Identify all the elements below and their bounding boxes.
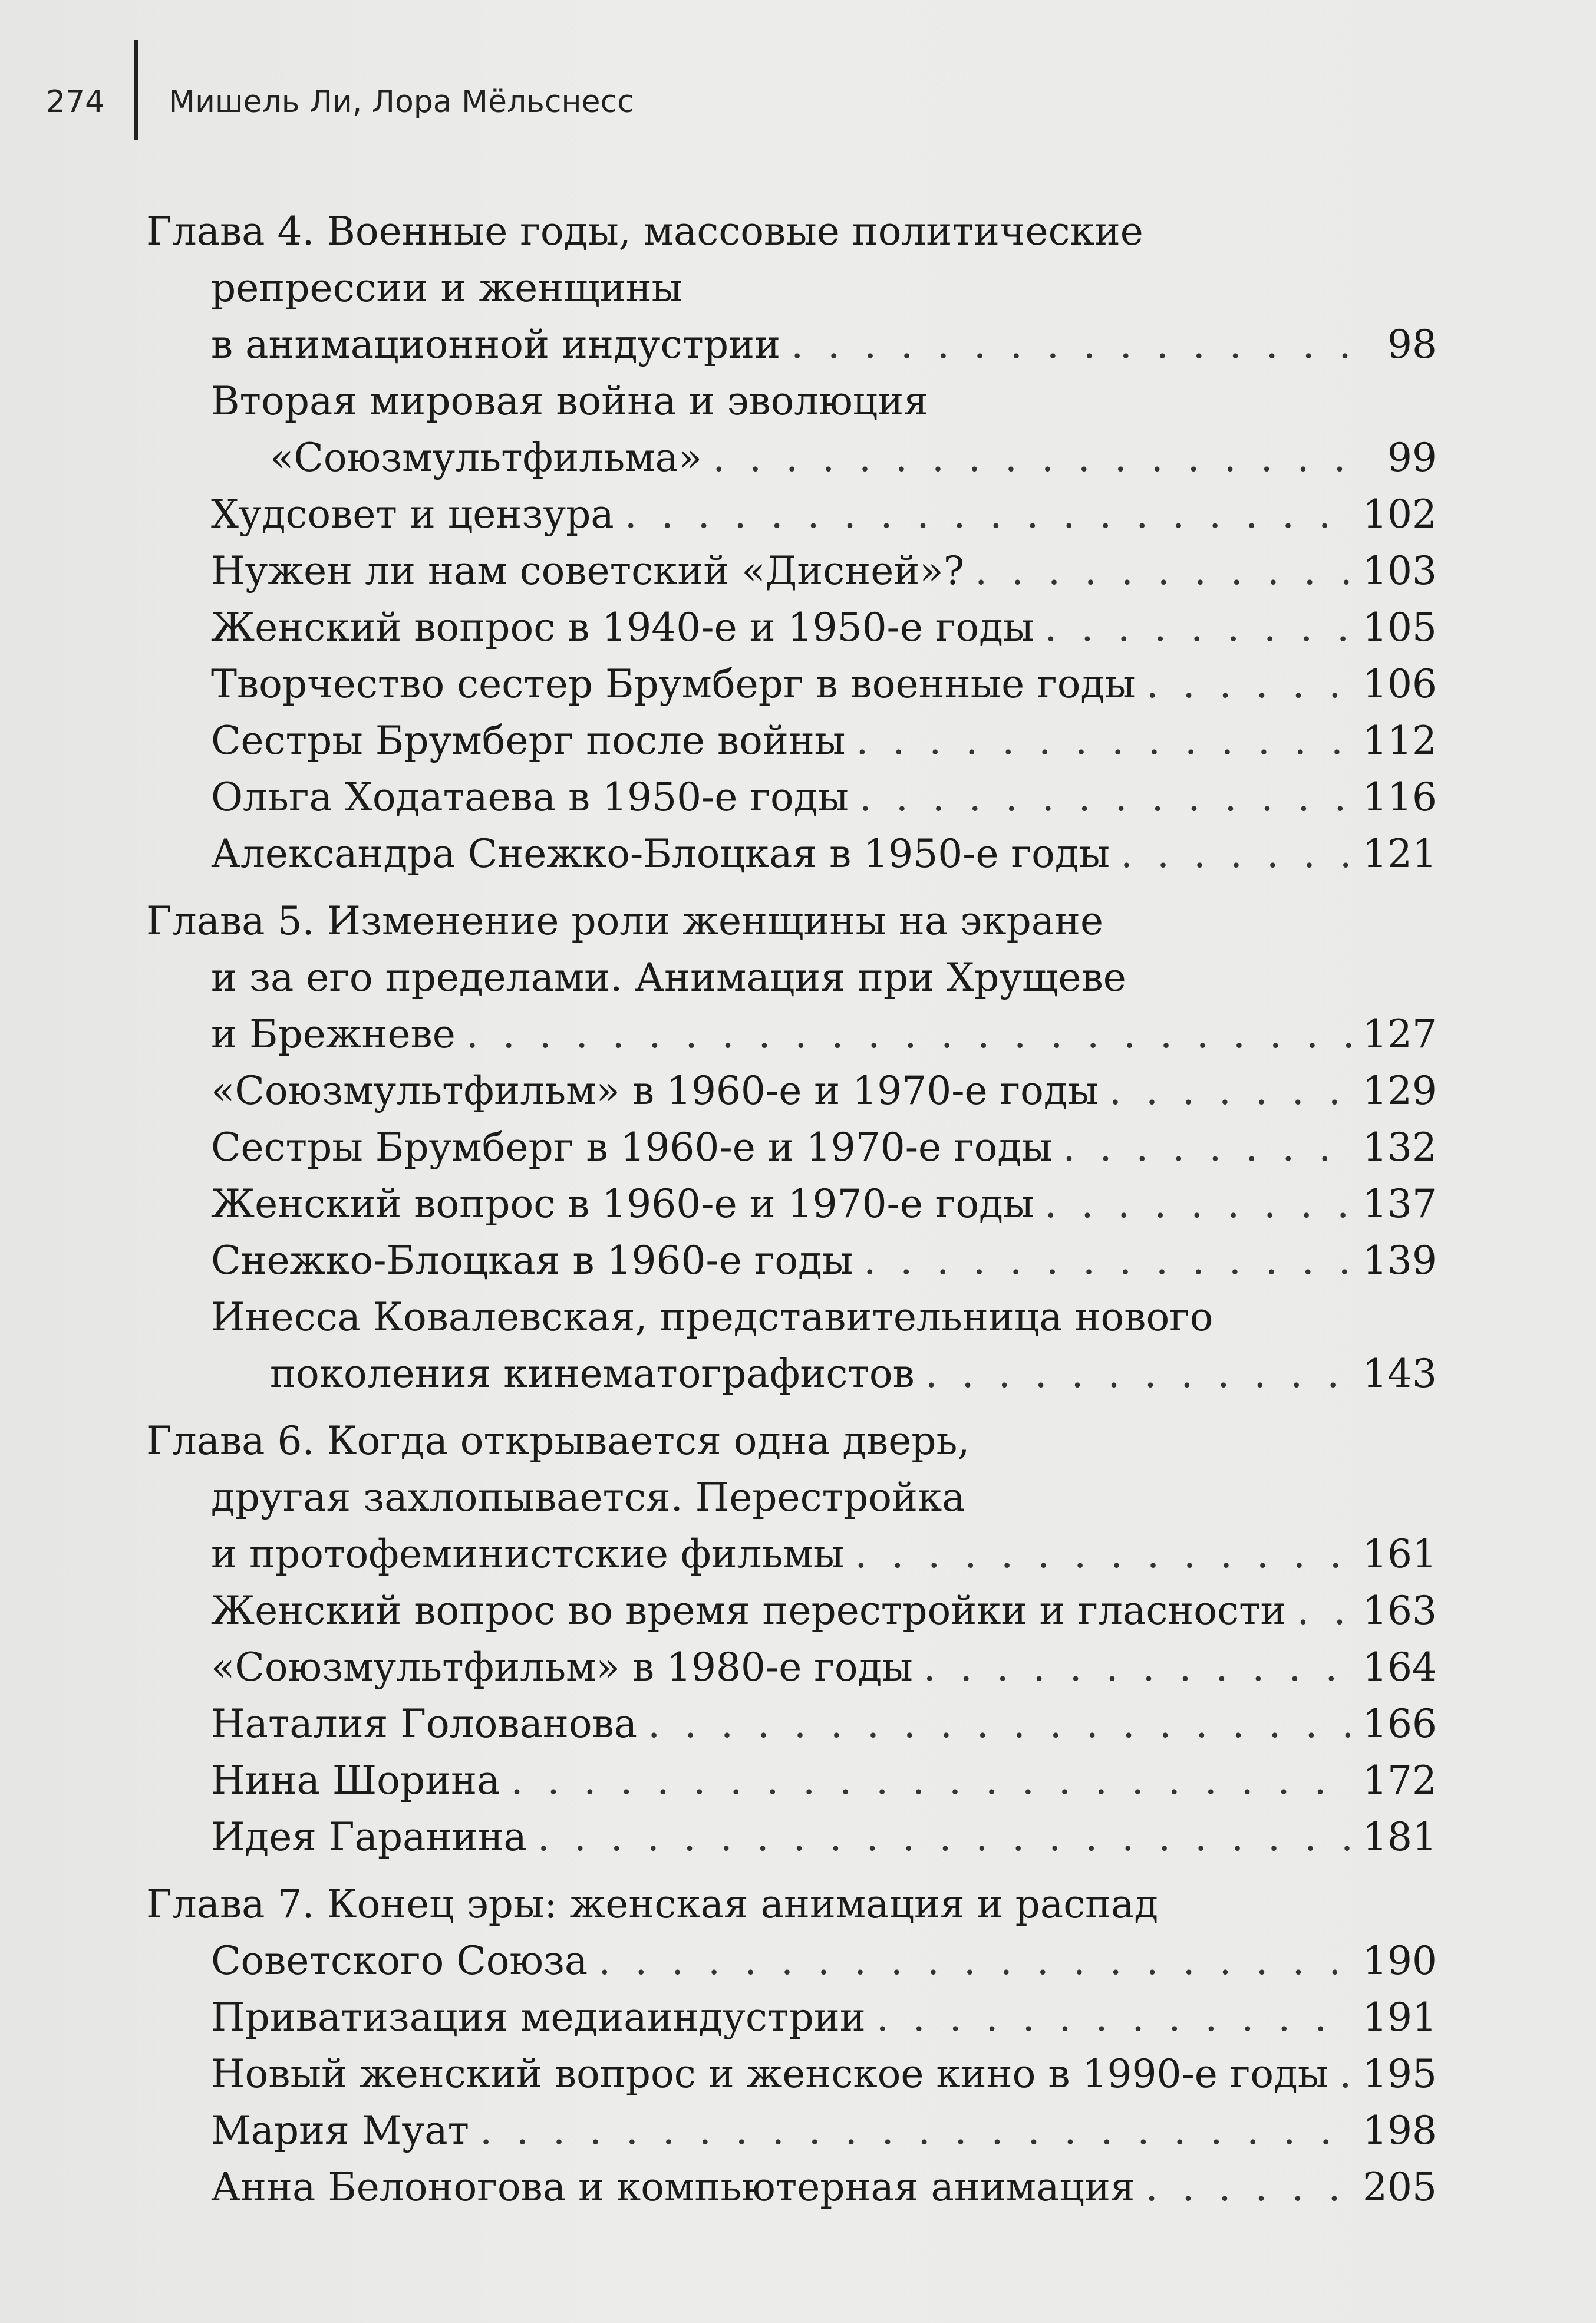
section-line: Сестры Брумберг после войны . . . 112: [146, 713, 1437, 769]
page-ref: 195: [1363, 2051, 1437, 2097]
section-line: Худсовет и цензура . . . 102: [146, 486, 1437, 543]
dot-leader: [598, 1933, 1352, 1989]
chapter-title-line: Глава 5. Изменение роли женщины на экране: [146, 898, 1104, 944]
section-line: Идея Гаранина . . . 181: [146, 1809, 1437, 1866]
page-ref: 198: [1363, 2108, 1437, 2153]
page-ref: 98: [1387, 322, 1437, 367]
section-line: Снежко-Блоцкая в 1960-е годы . . . 139: [146, 1233, 1437, 1289]
chapter-title-line: в анимационной индустрии . . . 98: [146, 317, 1437, 373]
page-ref: 166: [1363, 1701, 1437, 1747]
section-line: Инесса Ковалевская, представительница нового: [211, 1294, 1214, 1340]
dot-leader: [855, 1526, 1352, 1583]
chapter-title-line: и за его пределами. Анимация при Хрущеве: [211, 955, 1126, 1000]
page-ref: 127: [1363, 1011, 1437, 1057]
page-ref: 161: [1363, 1531, 1437, 1577]
page-ref: 164: [1363, 1645, 1437, 1690]
page-ref: 106: [1363, 661, 1437, 707]
dot-leader: [538, 1809, 1352, 1866]
page-ref: 143: [1363, 1351, 1437, 1396]
dot-leader: [1339, 2046, 1352, 2103]
page-ref: 139: [1363, 1238, 1437, 1283]
page-ref: 105: [1363, 605, 1437, 650]
dot-leader: [713, 430, 1367, 486]
dot-leader: [648, 1696, 1352, 1752]
page-ref: 172: [1363, 1758, 1437, 1803]
dot-leader: [975, 543, 1352, 599]
chapter-title-line: репрессии и женщины: [211, 265, 683, 311]
chapter-entry: [146, 203, 1437, 882]
section-line: Вторая мировая война и эволюция: [211, 378, 928, 424]
page-ref: 132: [1363, 1125, 1437, 1170]
dot-leader: [856, 713, 1352, 769]
chapter-title-line: и протофеминистские фильмы . . . 161: [146, 1526, 1437, 1583]
dot-leader: [1146, 2159, 1352, 2216]
section-line: «Союзмультфильма» . . . 99: [146, 430, 1437, 486]
dot-leader: [480, 2103, 1352, 2159]
section-line: Мария Муат . . . 198: [146, 2103, 1437, 2159]
page-ref: 205: [1363, 2164, 1437, 2210]
chapter-entry: [146, 1876, 1437, 2216]
page-ref: 102: [1363, 492, 1437, 537]
chapter-entry: [146, 893, 1437, 1402]
running-head-authors: Мишель Ли, Лора Мёльснесс: [169, 84, 634, 120]
table-of-contents: [146, 203, 1437, 2216]
section-line: Женский вопрос в 1960-е и 1970-е годы . . . 137: [146, 1176, 1437, 1233]
chapter-title-line: другая захлопывается. Перестройка: [211, 1475, 965, 1520]
dot-leader: [1120, 826, 1352, 882]
section-line: поколения кинематографистов . . . 143: [146, 1346, 1437, 1402]
spacer: [146, 882, 1437, 893]
page-ref: 112: [1363, 718, 1437, 763]
page-ref: 137: [1363, 1181, 1437, 1227]
page-ref: 181: [1363, 1814, 1437, 1860]
dot-leader: [1044, 599, 1352, 656]
page-ref: 103: [1363, 548, 1437, 594]
spacer: [146, 1866, 1437, 1876]
dot-leader: [466, 1006, 1352, 1063]
dot-leader: [1109, 1063, 1352, 1119]
dot-leader: [924, 1639, 1352, 1696]
dot-leader: [625, 486, 1352, 543]
dot-leader: [791, 317, 1367, 373]
page-ref: 99: [1387, 435, 1437, 480]
page-number: 274: [46, 84, 105, 120]
header-divider: [134, 40, 138, 140]
chapter-entry: [146, 1413, 1437, 1866]
section-line: Нина Шорина . . . 172: [146, 1752, 1437, 1809]
section-line: «Союзмультфильм» в 1980-е годы . . . 164: [146, 1639, 1437, 1696]
page-ref: 121: [1363, 831, 1437, 877]
page-ref: 190: [1363, 1938, 1437, 1983]
page-ref: 191: [1363, 1995, 1437, 2040]
section-line: Новый женский вопрос и женское кино в 1990-е годы . . . 195: [146, 2046, 1437, 2103]
section-line: Анна Белоногова и компьютерная анимация . . . 205: [146, 2159, 1437, 2216]
dot-leader: [876, 1989, 1352, 2046]
dot-leader: [859, 769, 1352, 826]
dot-leader: [863, 1233, 1352, 1289]
section-line: Женский вопрос в 1940-е и 1950-е годы . . . 105: [146, 599, 1437, 656]
running-head: [46, 70, 634, 134]
chapter-title-line: Глава 7. Конец эры: женская анимация и распад: [146, 1882, 1159, 1927]
section-line: Приватизация медиаиндустрии . . . 191: [146, 1989, 1437, 2046]
section-line: Ольга Ходатаева в 1950-е годы . . . 116: [146, 769, 1437, 826]
section-line: Сестры Брумберг в 1960-е и 1970-е годы . . . 132: [146, 1119, 1437, 1176]
section-line: Творчество сестер Брумберг в военные годы . . . 106: [146, 656, 1437, 713]
dot-leader: [1044, 1176, 1352, 1233]
dot-leader: [511, 1752, 1353, 1809]
section-line: Наталия Голованова . . . 166: [146, 1696, 1437, 1752]
dot-leader: [925, 1346, 1352, 1402]
chapter-title-line: Глава 6. Когда открывается одна дверь,: [146, 1418, 970, 1464]
page-ref: 129: [1363, 1068, 1437, 1113]
chapter-title-line: и Брежневе . . . 127: [146, 1006, 1437, 1063]
page-ref: 163: [1363, 1588, 1437, 1633]
spacer: [146, 1402, 1437, 1413]
section-line: «Союзмультфильм» в 1960-е и 1970-е годы . . . 129: [146, 1063, 1437, 1119]
section-line: Нужен ли нам советский «Дисней»? . . . 103: [146, 543, 1437, 599]
page-ref: 116: [1363, 775, 1437, 820]
dot-leader: [1063, 1119, 1353, 1176]
dot-leader: [1146, 656, 1352, 713]
chapter-title-line: Глава 4. Военные годы, массовые политические: [146, 209, 1143, 254]
dot-leader: [1297, 1583, 1352, 1639]
section-line: Александра Снежко-Блоцкая в 1950-е годы . . . 121: [146, 826, 1437, 882]
chapter-title-line: Советского Союза . . . 190: [146, 1933, 1437, 1989]
section-line: Женский вопрос во время перестройки и гласности . . . 163: [146, 1583, 1437, 1639]
